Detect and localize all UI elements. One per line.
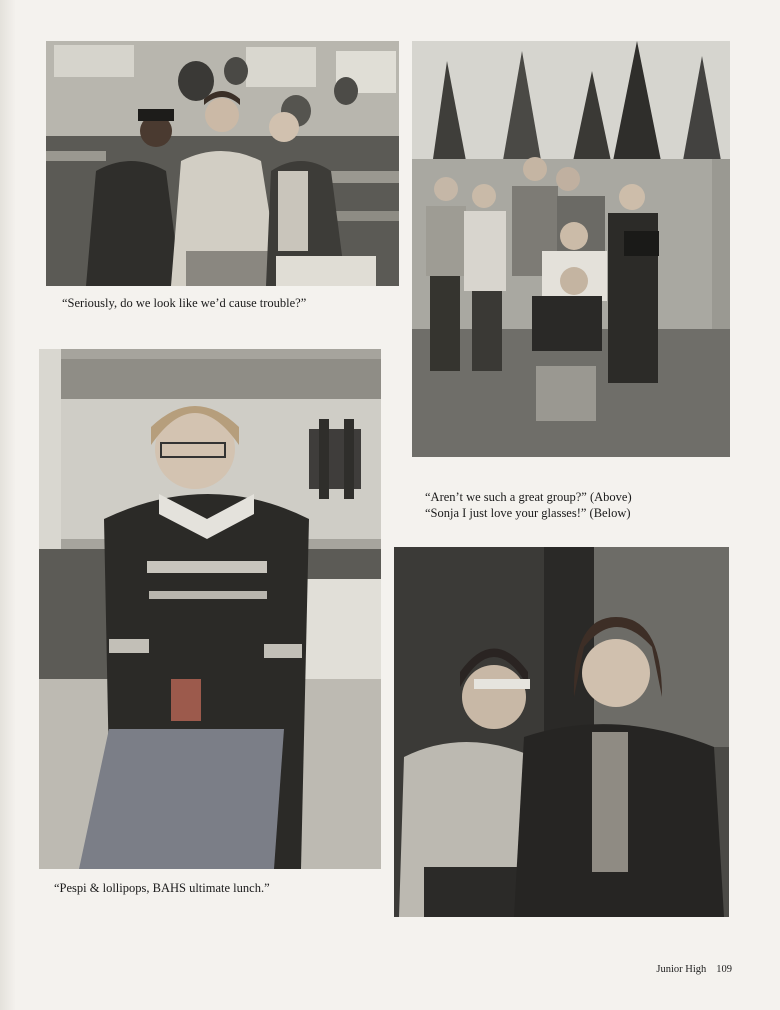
section-title: Junior High (656, 964, 707, 975)
caption-lunch: “Pespi & lollipops, BAHS ultimate lunch.” (54, 881, 270, 895)
photo-two-girls (394, 547, 729, 917)
caption-glasses-below: “Sonja I just love your glasses!” (Below) (425, 506, 631, 520)
page-binding-edge (0, 0, 16, 1010)
photo-boy-with-pepsi (39, 349, 381, 869)
page-number: 109 (716, 964, 732, 975)
page-footer (646, 964, 732, 975)
caption-cafeteria: “Seriously, do we look like we’d cause trouble?” (62, 296, 307, 310)
caption-group-above: “Aren’t we such a great group?” (Above) (425, 490, 632, 504)
photo-cafeteria-trio (46, 41, 399, 286)
photo-group-outside (412, 41, 730, 457)
